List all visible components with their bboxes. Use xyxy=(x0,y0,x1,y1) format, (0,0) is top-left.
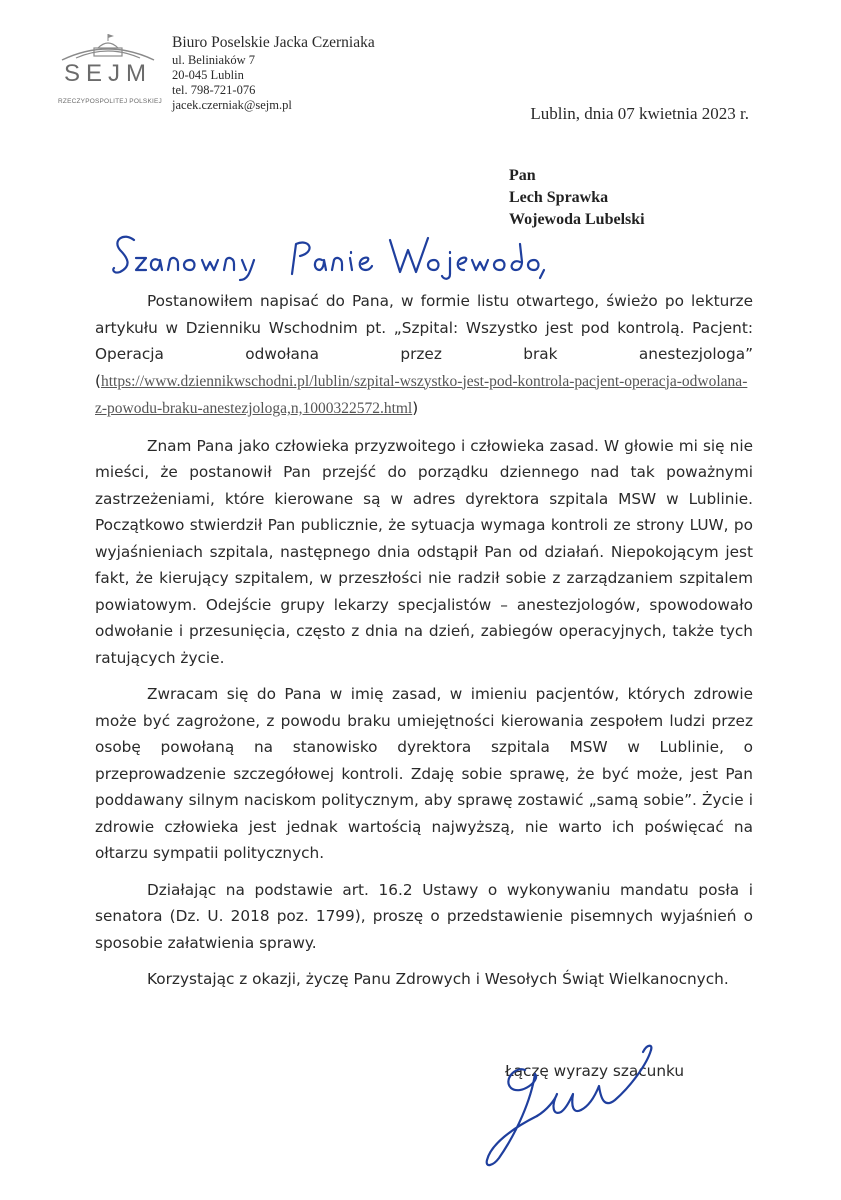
closing-phrase: Łączę wyrazy szacunku xyxy=(505,1062,685,1080)
office-phone: tel. 798-721-076 xyxy=(172,83,256,97)
office-address-block xyxy=(172,33,375,113)
handwritten-signature xyxy=(455,1040,655,1175)
logo-subtitle: RZECZYPOSPOLITEJ POLSKIEJ xyxy=(58,98,162,105)
sejm-logo xyxy=(58,30,162,120)
handwritten-salutation xyxy=(110,222,550,282)
office-email[interactable]: jacek.czerniak@sejm.pl xyxy=(172,98,292,112)
paragraph-1-end: ) xyxy=(412,399,419,417)
recipient-line-3: Wojewoda Lubelski xyxy=(509,211,645,228)
office-street: ul. Beliniaków 7 xyxy=(172,53,255,67)
office-name: Biuro Poselskie Jacka Czerniaka xyxy=(172,34,375,51)
salutation-handwriting-icon xyxy=(110,222,550,282)
article-link[interactable]: https://www.dziennikwschodni.pl/lublin/szpital-wszystko-jest-pod-kontrola-pacjent-operacja-odwolana-z-powodu-braku-anestezjologa,n,1000322572.html xyxy=(95,372,748,417)
paragraph-4: Działając na podstawie art. 16.2 Ustawy o wykonywaniu mandatu posła i senatora (Dz. U. 2018 poz. 1799), proszę o przedstawienie pisemnych wyjaśnień o sposobie załatwienia sprawy. xyxy=(95,880,753,952)
office-city: 20-045 Lublin xyxy=(172,68,244,82)
letter-body xyxy=(95,288,753,1003)
letter-date: Lublin, dnia 07 kwietnia 2023 r. xyxy=(530,104,749,123)
paragraph-5: Korzystając z okazji, życzę Panu Zdrowych i Wesołych Świąt Wielkanocnych. xyxy=(147,970,729,988)
recipient-line-1: Pan xyxy=(509,167,536,184)
signature-icon xyxy=(455,1040,655,1175)
paragraph-1-text: Postanowiłem napisać do Pana, w formie listu otwartego, świeżo po lekturze artykułu w Dzienniku Wschodnim pt. „Szpital: Wszystko jest pod kontrolą. Pacjent: Operacja odwołana przez brak anestezjologa” ( xyxy=(95,292,753,390)
paragraph-1 xyxy=(95,288,753,423)
logo-word: SEJM xyxy=(63,60,152,87)
recipient-line-2: Lech Sprawka xyxy=(509,189,609,206)
paragraph-3: Zwracam się do Pana w imię zasad, w imieniu pacjentów, których zdrowie może być zagrożone, z powodu braku umiejętności kierowania zespołem ludzi przez osobę powołaną na stanowisko dyrektora szpitala MSW w Lublinie, o przeprowadzenie szczegółowej kontroli. Zdaję sobie sprawę, że być może, jest Pan poddawany silnym naciskom politycznym, aby sprawę zostawić „samą sobie”. Życie i zdrowie człowieka jest jednak wartością najwyższą, nie warto ich poświęcać na ołtarzu sympatii politycznych. xyxy=(95,685,753,862)
paragraph-2: Znam Pana jako człowieka przyzwoitego i człowieka zasad. W głowie mi się nie mieści, że postanowił Pan przejść do porządku dziennego nad tak poważnymi zastrzeżeniami, które kierowane są w adres dyrektora szpitala MSW w Lublinie. Początkowo stwierdził Pan publicznie, że sytuacja wymaga kontroli ze strony LUW, po wyjaśnieniach szpitala, następnego dnia odstąpił Pan od działań. Niepokojącym jest fakt, że kierujący szpitalem, w przeszłości nie radził sobie z zarządzaniem szpitalem powiatowym. Odejście grupy lekarzy specjalistów – anestezjologów, spowodowało odwołanie i przesunięcia, często z dnia na dzień, zabiegów operacyjnych, także tych ratujących życie. xyxy=(95,436,753,667)
